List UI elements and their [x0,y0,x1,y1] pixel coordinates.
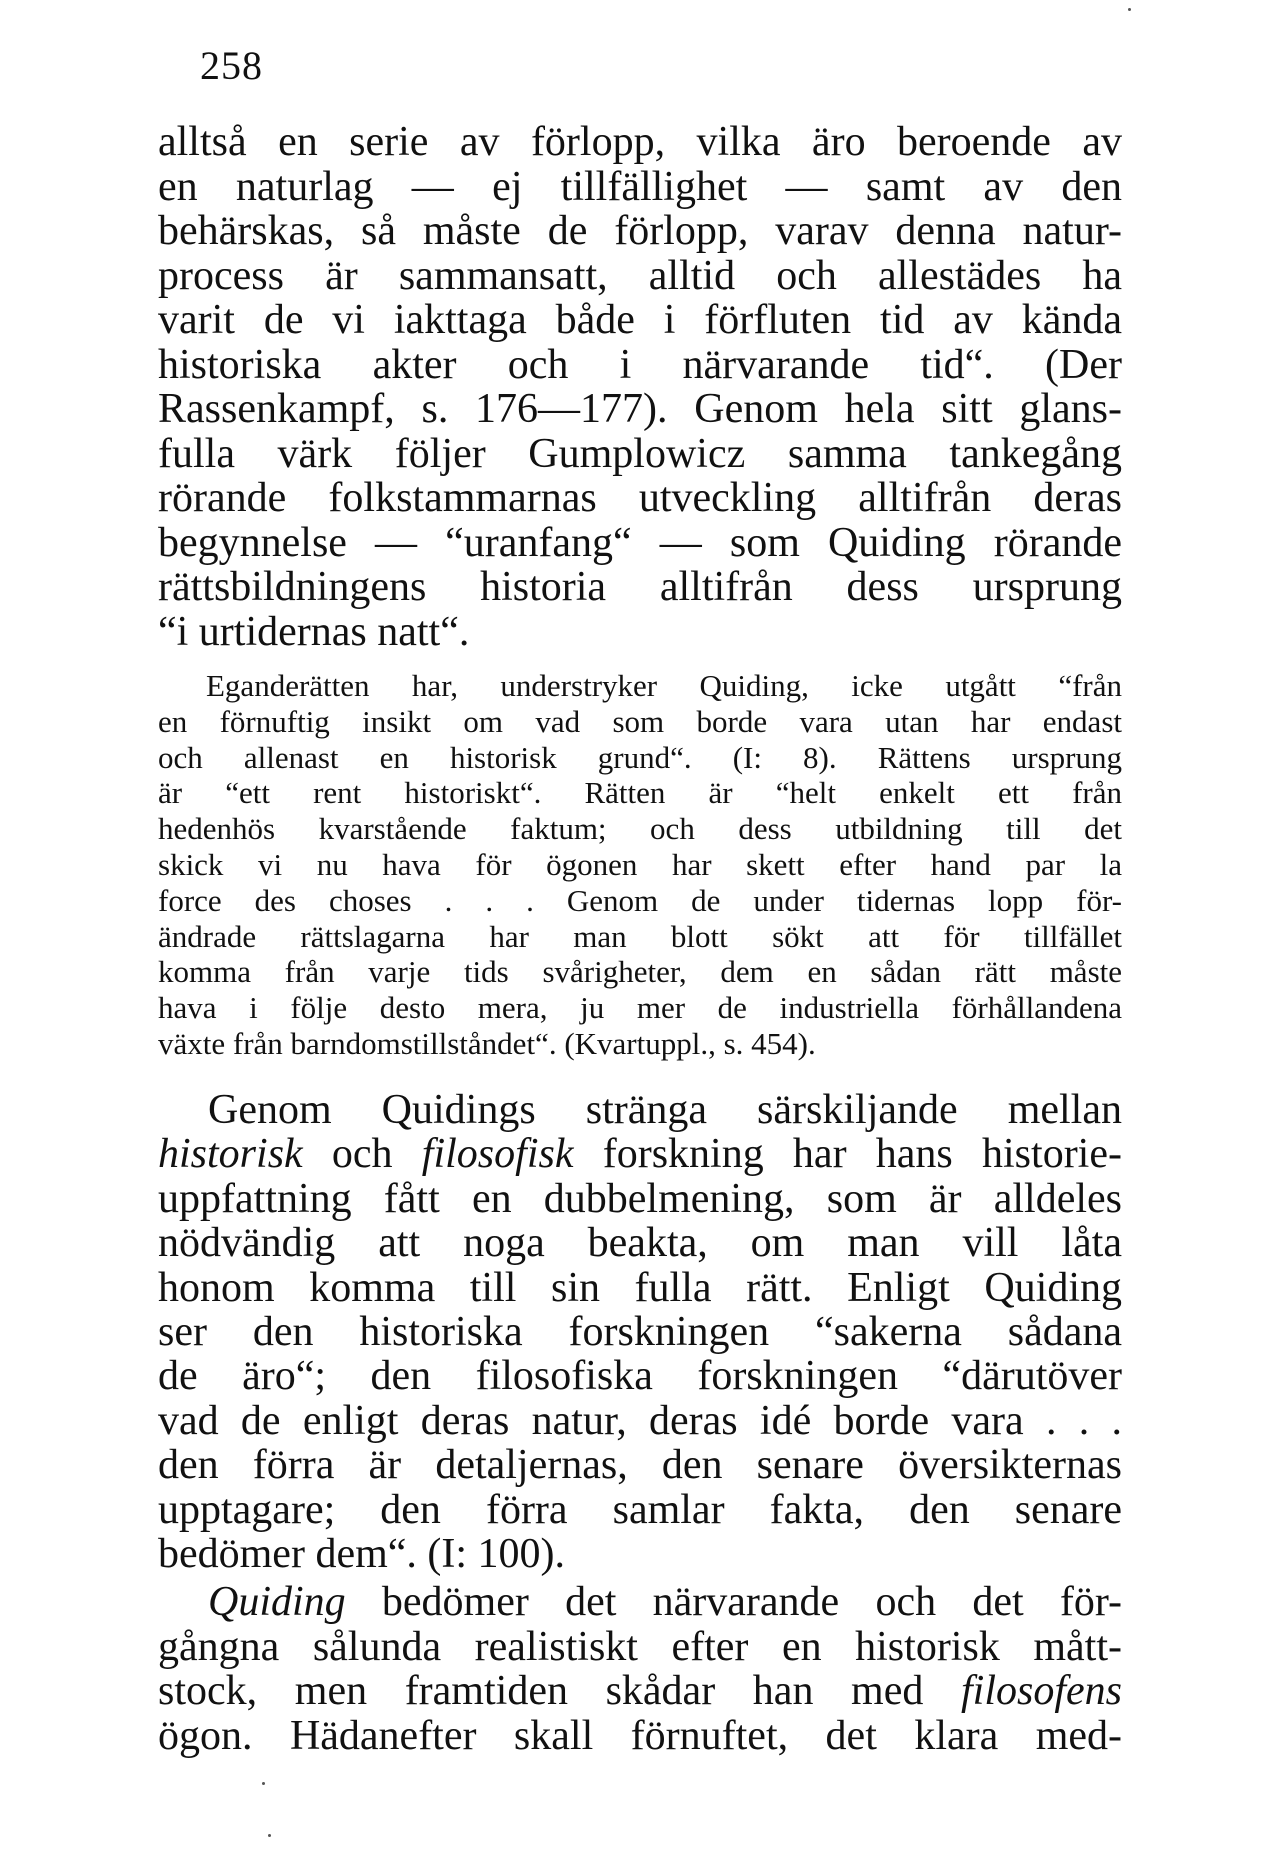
quote-line: och allenast en historisk grund“. (I: 8). Rättens ursprung [158,739,1122,775]
quote-line: komma från varje tids svårigheter, dem en sådan rätt måste [158,954,1122,990]
text-line: process är sammansatt, alltid och allestädes ha [158,253,1122,298]
text-line: begynnelse — “uranfang“ — som Quiding rörande [158,520,1122,565]
print-speck [262,1782,265,1785]
quote-line: hedenhös kvarstående faktum; och dess utbildning till det [158,811,1122,847]
text-fragment: bedömer det närvarande och det för- [345,1580,1122,1625]
text-line: ser den historiska forskningen “sakerna sådana [158,1309,1122,1355]
quote-line: ändrade rättslagarna har man blott sökt att för tillfället [158,918,1122,954]
text-line: Rassenkampf, s. 176—177). Genom hela sitt glans- [158,387,1122,432]
text-line: en naturlag — ej tillfällighet — samt av den [158,164,1122,209]
text-line: fulla värk följer Gumplowicz samma tankegång [158,431,1122,476]
italic-term-quiding: Quiding [208,1580,346,1625]
quote-line: växte från barndomstillståndet“. (Kvartuppl., s. 454). [158,1025,816,1061]
print-speck [268,1834,271,1837]
text-line: “i urtidernas natt“. [158,609,470,654]
text-line: historiska akter och i närvarande tid“. (Der [158,342,1122,387]
italic-term-historisk: historisk [158,1132,303,1177]
page-number: 258 [200,43,263,88]
quote-line: Eganderätten har, understryker Quiding, icke utgått “från [206,668,1122,703]
paragraph-2 [158,1088,1122,1576]
text-fragment: forskning har hans historie- [573,1132,1122,1177]
text-line: rörande folkstammarnas utveckling alltifrån deras [158,476,1122,521]
paragraph-3 [158,1580,1122,1758]
italic-term-filosofens: filosofens [960,1669,1122,1714]
block-quote [158,668,1122,1062]
text-line: bedömer dem“. (I: 100). [158,1531,566,1577]
print-speck [1128,8,1131,11]
text-line: varit de vi iakttaga både i förfluten tid av kända [158,298,1122,343]
text-line: rättsbildningens historia alltifrån dess ursprung [158,565,1122,610]
text-line: den förra är detaljernas, den senare översikternas [158,1443,1122,1488]
text-line: alltså en serie av förlopp, vilka äro beroende av [158,120,1122,165]
text-fragment: stock, men framtiden skådar han med [158,1669,961,1714]
text-line-with-italics [158,1132,1122,1176]
text-line: nödvändig att noga beakta, om man vill låta [158,1221,1122,1266]
italic-term-filosofisk: filosofisk [421,1132,574,1177]
quote-line: skick vi nu hava för ögonen har skett efter hand par la [158,846,1122,882]
text-line-with-italics [158,1669,1122,1714]
paragraph-1 [158,120,1122,654]
quote-line: hava i följe desto mera, ju mer de industriella förhållandena [158,990,1122,1026]
text-line: upptagare; den förra samlar fakta, den senare [158,1487,1122,1532]
text-line-with-italics [158,1580,1122,1625]
quote-line: force des choses . . . Genom de under tidernas lopp för- [158,882,1122,918]
quote-line: är “ett rent historiskt“. Rätten är “helt enkelt ett från [158,775,1122,811]
text-line: honom komma till sin fulla rätt. Enligt Quiding [158,1265,1122,1310]
text-fragment: och [302,1132,422,1177]
text-line: uppfattning fått en dubbelmening, som är alldeles [158,1176,1122,1222]
quote-line: en förnuftig insikt om vad som borde vara utan har endast [158,703,1122,739]
text-line: de äro“; den filosofiska forskningen “därutöver [158,1354,1122,1399]
text-line: vad de enligt deras natur, deras idé borde vara . . . [158,1398,1122,1444]
text-line: ögon. Hädanefter skall förnuftet, det klara med- [158,1713,1122,1758]
text-line: Genom Quidings stränga särskiljande mellan [208,1088,1122,1133]
text-line: gångna sålunda realistiskt efter en historisk mått- [158,1624,1122,1669]
text-line: behärskas, så måste de förlopp, varav denna natur- [158,209,1122,254]
